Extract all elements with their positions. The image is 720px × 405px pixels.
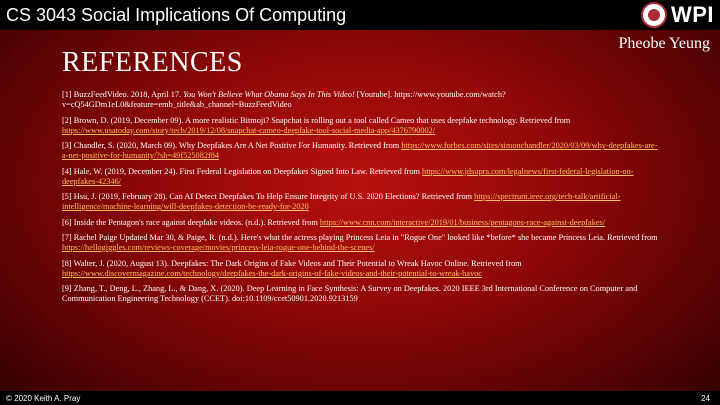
reference-text: [1] BuzzFeedVideo. 2018, April 17. xyxy=(62,90,184,99)
reference-link[interactable]: https://spectrum.ieee.org/tech-talk/artificial-intelligence/machine-learning/will-deepfakes-detection-be-ready-for-2020 xyxy=(62,192,621,211)
reference-link[interactable]: https://www.usatoday.com/story/tech/2019/12/08/snapchat-cameo-deepfake-tool-social-media-app/4376790002/ xyxy=(62,125,436,135)
reference-text: [8] Walter, J. (2020, August 13). Deepfakes: The Dark Origins of Fake Videos and Their Potential to Wreak Havoc Online. Retrieved from xyxy=(62,258,522,268)
reference-item xyxy=(62,116,662,136)
reference-link[interactable]: https://www.jdsupra.com/legalnews/first-federal-legislation-on-deepfakes-42346/ xyxy=(62,166,634,186)
reference-title: You Won't Believe What Obama Says In This Video! xyxy=(183,90,355,99)
wpi-seal-icon xyxy=(641,2,667,28)
reference-link[interactable]: https://hellogiggles.com/reviews-coverage/movies/princess-leia-rogue-one-behind-the-scenes/ xyxy=(62,243,375,252)
reference-item xyxy=(62,192,662,212)
reference-link[interactable]: https://www.forbes.com/sites/simonchandler/2020/03/09/why-deepfakes-are-a-net-positive-for-humanity/?sh=49f525082f84 xyxy=(62,141,658,160)
reference-text: [9] Zhang, T., Deng, L., Zhang, L., & Dang, X. (2020). Deep Learning in Face Synthesis: A Survey on Deepfakes. 2020 IEEE 3rd International Conference on Computer and Communication Engineering Technology (CCET). doi:10.1109/ccet50901.2020.9213159 xyxy=(62,284,638,303)
reference-text: [2] Brown, D. (2019, December 09). A more realistic Bitmoji? Snapchat is rolling out a tool called Cameo that uses deepfake technology. Retrieved from xyxy=(62,115,571,125)
reference-text: [3] Chandler, S. (2020, March 09). Why Deepfakes Are A Net Positive For Humanity. Retrieved from xyxy=(62,141,402,150)
reference-text: [7] Rachel Paige Updated Mar 30, & Paige, R. (n.d.). Here's what the actress playing Princess Leia in "Rogue One" looked like *before* she became Princess Leia. Retrieved from xyxy=(62,233,658,242)
top-bar xyxy=(0,0,720,30)
footer-bar xyxy=(0,391,720,405)
reference-text: [Youtube]. https://www.youtube.com/watch?v=cQ54GDm1eL0&feature=emb_title&ab_channel=BuzzFeedVideo xyxy=(62,90,506,109)
course-title: CS 3043 Social Implications Of Computing xyxy=(6,5,347,25)
wpi-logo xyxy=(641,2,714,28)
reference-text: [5] Hsu, J. (2019, February 28). Can AI Detect Deepfakes To Help Ensure Integrity of U.S. 2020 Elections? Retrieved from xyxy=(62,192,475,201)
page-title: REFERENCES xyxy=(62,47,243,78)
reference-link[interactable]: https://www.cnn.com/interactive/2019/01/business/pentagons-race-against-deepfakes/ xyxy=(319,217,606,227)
reference-link[interactable]: https://www.discovermagazine.com/technology/deepfakes-the-dark-origins-of-fake-videos-and-their-potential-to-wreak-havoc xyxy=(62,268,482,278)
reference-item xyxy=(62,90,662,110)
page-number: 24 xyxy=(701,394,710,403)
reference-item xyxy=(62,233,662,253)
reference-text: [6] Inside the Pentagon's race against deepfake videos. (n.d.). Retrieved from xyxy=(62,217,320,227)
reference-item xyxy=(62,167,662,187)
reference-item xyxy=(62,284,662,304)
author-name: Pheobe Yeung xyxy=(618,35,710,52)
copyright-text: © 2020 Keith A. Pray xyxy=(6,394,81,403)
references-list xyxy=(62,90,662,310)
reference-item xyxy=(62,259,662,279)
reference-item xyxy=(62,141,662,161)
reference-item xyxy=(62,218,662,228)
reference-text: [4] Hale, W. (2019, December 24). First Federal Legislation on Deepfakes Signed Into Law. Retrieved from xyxy=(62,166,423,176)
wpi-logo-text: WPI xyxy=(670,2,714,27)
